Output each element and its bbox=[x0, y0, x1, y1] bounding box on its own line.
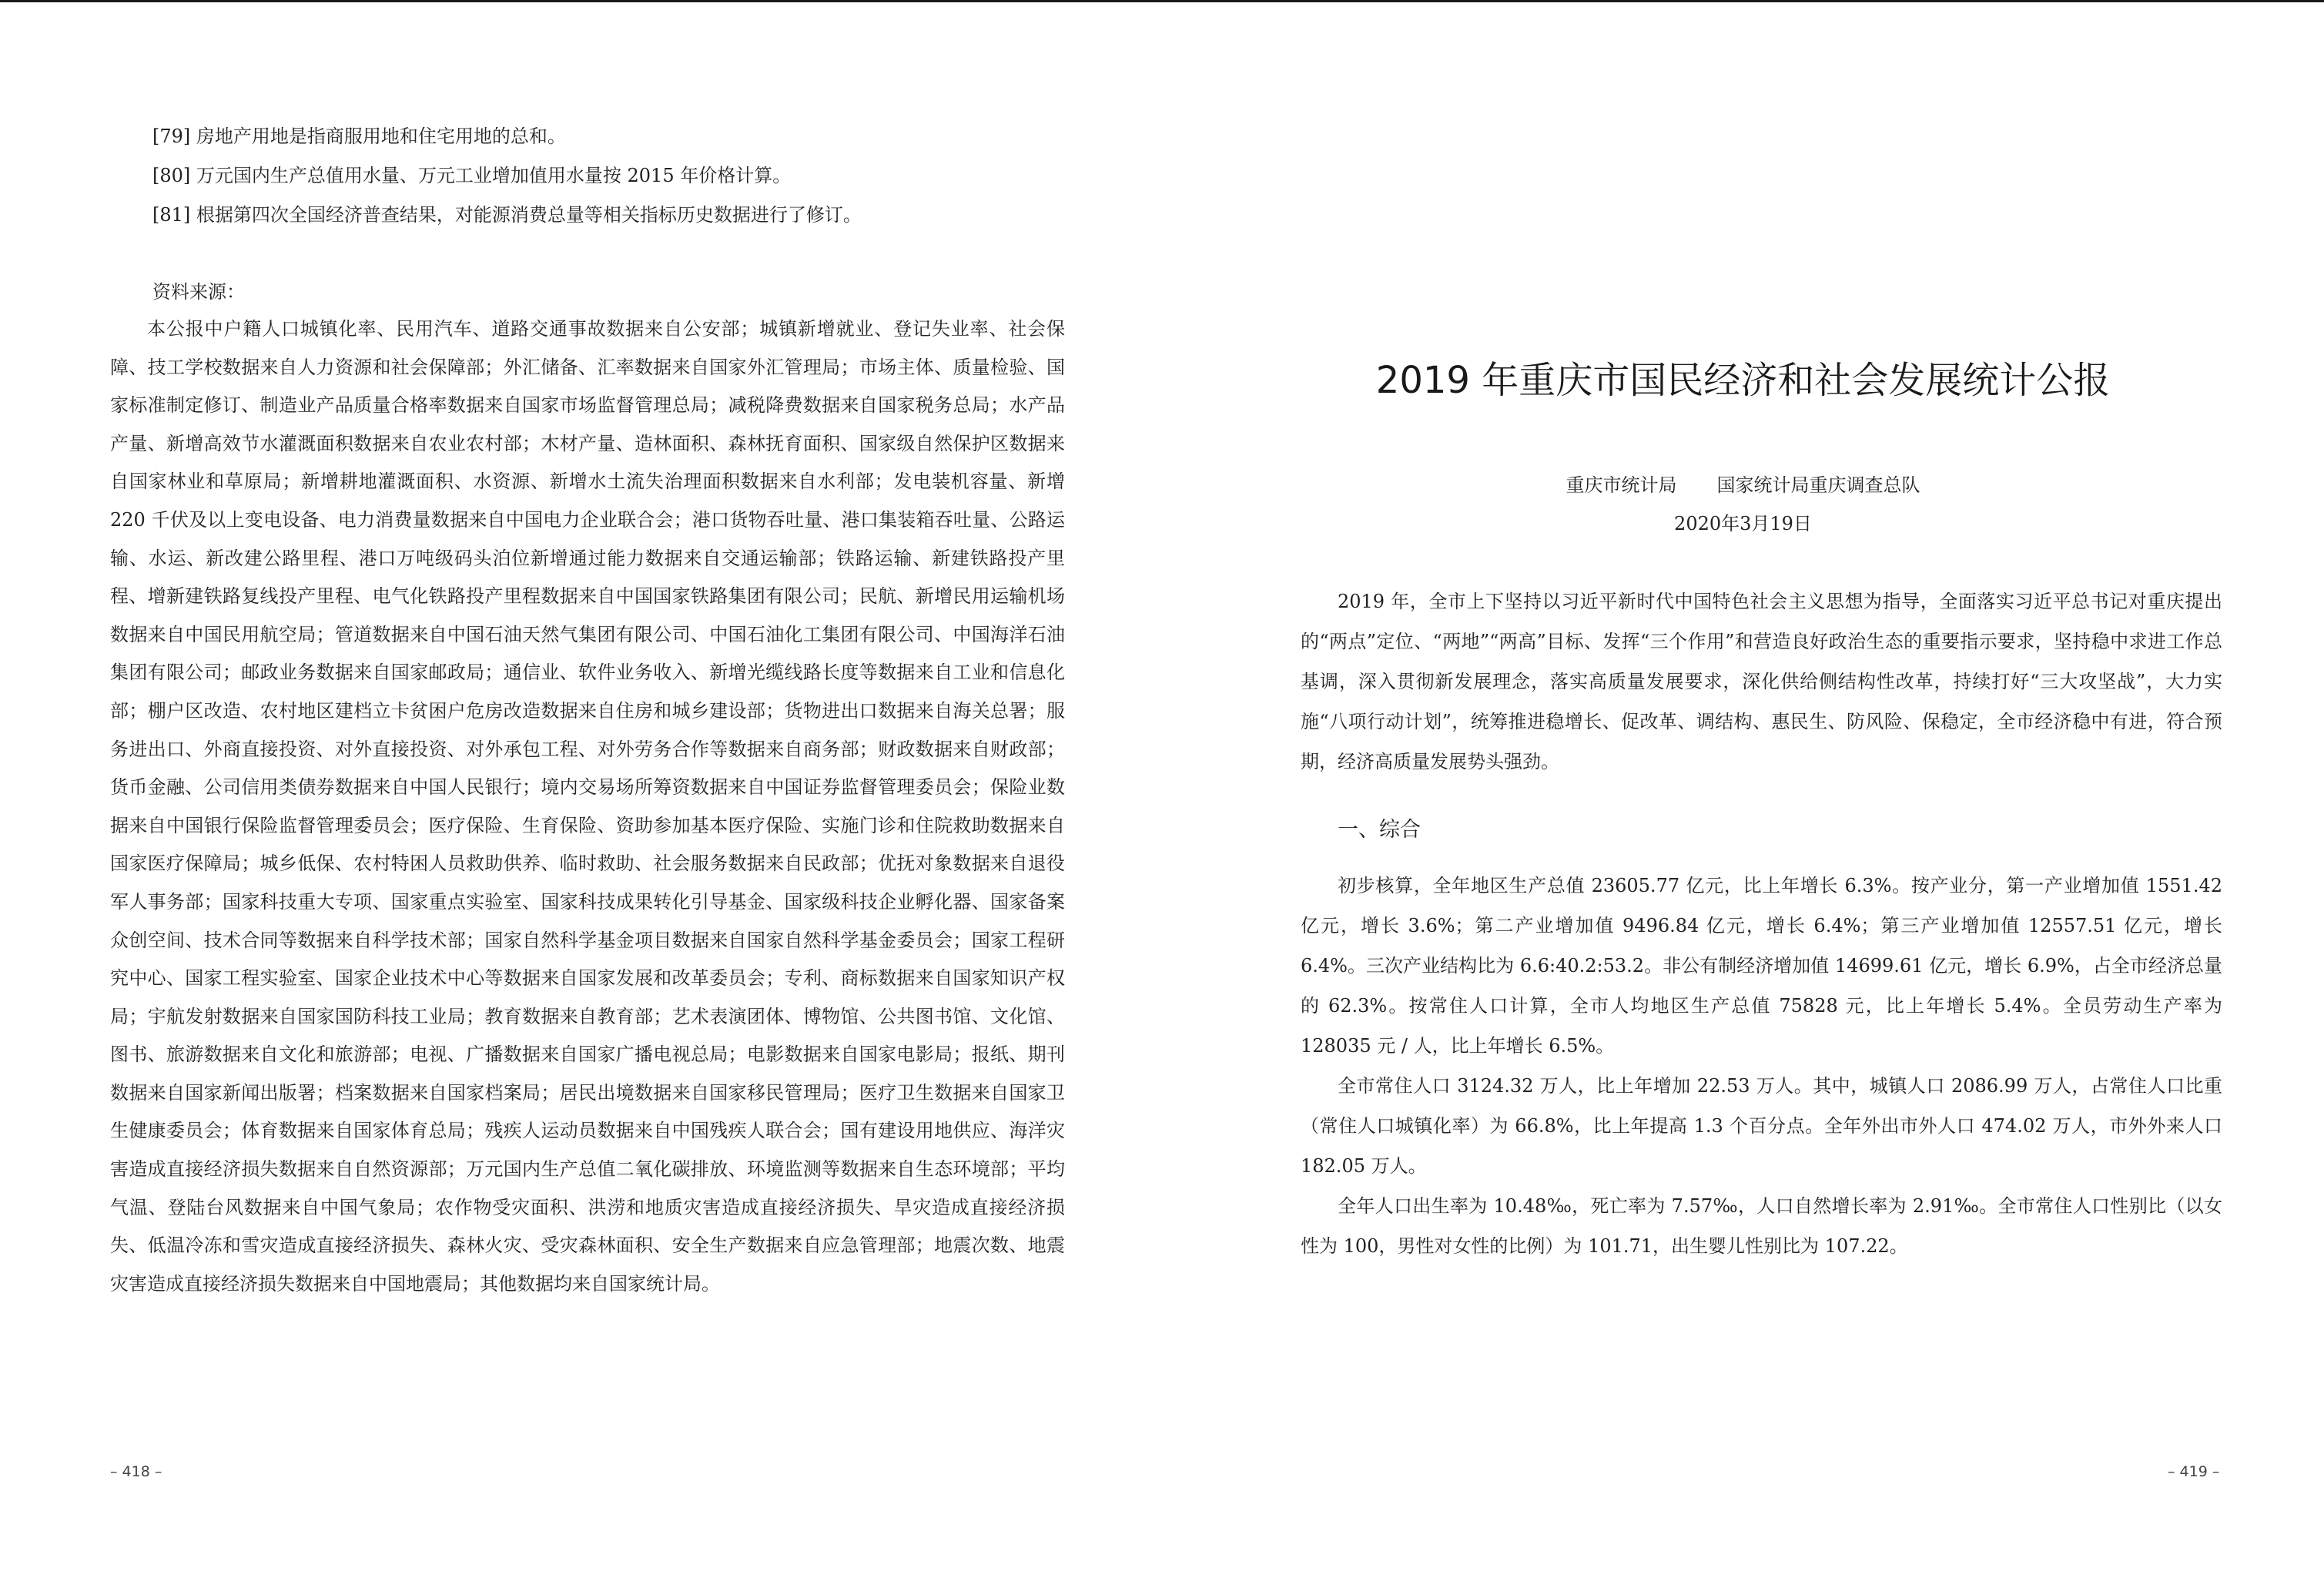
intro-block bbox=[1301, 581, 2222, 782]
page-number-right: – 419 – bbox=[2168, 1463, 2220, 1480]
right-page bbox=[1162, 0, 2324, 1588]
footnote-81: [81] 根据第四次全国经济普查结果，对能源消费总量等相关指标历史数据进行了修订。 bbox=[152, 204, 862, 226]
footnote-79: [79] 房地产用地是指商服用地和住宅用地的总和。 bbox=[152, 126, 566, 147]
footnote-80: [80] 万元国内生产总值用水量、万元工业增加值用水量按 2015 年价格计算。 bbox=[152, 165, 792, 186]
paragraph-birth-rate: 全年人口出生率为 10.48‰，死亡率为 7.57‰，人口自然增长率为 2.91‰。全市常住人口性别比（以女性为 100，男性对女性的比例）为 101.71，出生婴儿性别比为 107.22。 bbox=[1301, 1195, 2222, 1257]
author-survey-team: 国家统计局重庆调查总队 bbox=[1716, 474, 1920, 496]
sources-heading: 资料来源： bbox=[152, 281, 245, 303]
author-municipal-bureau: 重庆市统计局 bbox=[1566, 474, 1677, 496]
footnotes bbox=[152, 117, 1077, 235]
paragraph-population: 全市常住人口 3124.32 万人，比上年增加 22.53 万人。其中，城镇人口 2086.99 万人，占常住人口比重（常住人口城镇化率）为 66.8%，比上年提高 1.3 个百分点。全年外出市外人口 474.02 万人，市外外来人口 182.05 万人。 bbox=[1301, 1075, 2222, 1177]
sources-body: 本公报中户籍人口城镇化率、民用汽车、道路交通事故数据来自公安部；城镇新增就业、登记失业率、社会保障、技工学校数据来自人力资源和社会保障部；外汇储备、汇率数据来自国家外汇管理局；市场主体、质量检验、国家标准制定修订、制造业产品质量合格率数据来自国家市场监督管理总局；减税降费数据来自国家税务总局；水产品产量、新增高效节水灌溉面积数据来自农业农村部；木材产量、造林面积、森林抚育面积、国家级自然保护区数据来自国家林业和草原局；新增耕地灌溉面积、水资源、新增水土流失治理面积数据来自水利部；发电装机容量、新增 220 千伏及以上变电设备、电力消费量数据来自中国电力企业联合会；港口货物吞吐量、港口集装箱吞吐量、公路运输、水运、新改建公路里程、港口万吨级码头泊位新增通过能力数据来自交通运输部；铁路运输、新建铁路投产里程、增新建铁路复线投产里程、电气化铁路投产里程数据来自中国国家铁路集团有限公司；民航、新增民用运输机场数据来自中国民用航空局；管道数据来自中国石油天然气集团有限公司、中国石油化工集团有限公司、中国海洋石油集团有限公司；邮政业务数据来自国家邮政局；通信业、软件业务收入、新增光缆线路长度等数据来自工业和信息化部；棚户区改造、农村地区建档立卡贫困户危房改造数据来自住房和城乡建设部；货物进出口数据来自海关总署；服务进出口、外商直接投资、对外直接投资、对外承包工程、对外劳务合作等数据来自商务部；财政数据来自财政部；货币金融、公司信用类债券数据来自中国人民银行；境内交易场所筹资数据来自中国证券监督管理委员会；保险业数据来自中国银行保险监督管理委员会；医疗保险、生育保险、资助参加基本医疗保险、实施门诊和住院救助数据来自国家医疗保障局；城乡低保、农村特困人员救助供养、临时救助、社会服务数据来自民政部；优抚对象数据来自退役军人事务部；国家科技重大专项、国家重点实验室、国家科技成果转化引导基金、国家级科技企业孵化器、国家备案众创空间、技术合同等数据来自科学技术部；国家自然科学基金项目数据来自国家自然科学基金委员会；国家工程研究中心、国家工程实验室、国家企业技术中心等数据来自国家发展和改革委员会；专利、商标数据来自国家知识产权局；宇航发射数据来自国家国防科技工业局；教育数据来自教育部；艺术表演团体、博物馆、公共图书馆、文化馆、图书、旅游数据来自文化和旅游部；电视、广播数据来自国家广播电视总局；电影数据来自国家电影局；报纸、期刊数据来自国家新闻出版署；档案数据来自国家档案局；居民出境数据来自国家移民管理局；医疗卫生数据来自国家卫生健康委员会；体育数据来自国家体育总局；残疾人运动员数据来自中国残疾人联合会；国有建设用地供应、海洋灾害造成直接经济损失数据来自自然资源部；万元国内生产总值二氧化碳排放、环境监测等数据来自生态环境部；平均气温、登陆台风数据来自中国气象局；农作物受灾面积、洪涝和地质灾害造成直接经济损失、旱灾造成直接经济损失、低温冷冻和雪灾造成直接经济损失、森林火灾、受灾森林面积、安全生产数据来自应急管理部；地震次数、地震灾害造成直接经济损失数据来自中国地震局；其他数据均来自国家统计局。 bbox=[110, 318, 1065, 1295]
authors-line bbox=[1162, 466, 2324, 504]
paragraph-gdp: 初步核算，全年地区生产总值 23605.77 亿元，比上年增长 6.3%。按产业分，第一产业增加值 1551.42 亿元，增长 3.6%；第二产业增加值 9496.84 亿元，增长 6.4%；第三产业增加值 12557.51 亿元，增长 6.4%。三次产业结构比为 6.6:40.2:53.2。非公有制经济增加值 14699.61 亿元，增长 6.9%，占全市经济总量的 62.3%。按常住人口计算，全市人均地区生产总值 75828 元，比上年增长 5.4%。全员劳动生产率为 128035 元 / 人，比上年增长 6.5%。 bbox=[1301, 875, 2222, 1057]
document-title: 2019 年重庆市国民经济和社会发展统计公报 bbox=[1375, 359, 2111, 402]
section-heading-general: 一、综合 bbox=[1338, 818, 1421, 842]
publication-date: 2020年3月19日 bbox=[1674, 513, 1812, 534]
section-body bbox=[1301, 866, 2222, 1266]
intro-paragraph: 2019 年，全市上下坚持以习近平新时代中国特色社会主义思想为指导，全面落实习近平总书记对重庆提出的“两点”定位、“两地”“两高”目标、发挥“三个作用”和营造良好政治生态的重要指示要求，坚持稳中求进工作总基调，深入贯彻新发展理念，落实高质量发展要求，深化供给侧结构性改革，持续打好“三大攻坚战”，大力实施“八项行动计划”，统筹推进稳增长、促改革、调结构、惠民生、防风险、保稳定，全市经济稳中有进，符合预期，经济高质量发展势头强劲。 bbox=[1301, 591, 2222, 772]
page-number-left: – 418 – bbox=[110, 1463, 162, 1480]
